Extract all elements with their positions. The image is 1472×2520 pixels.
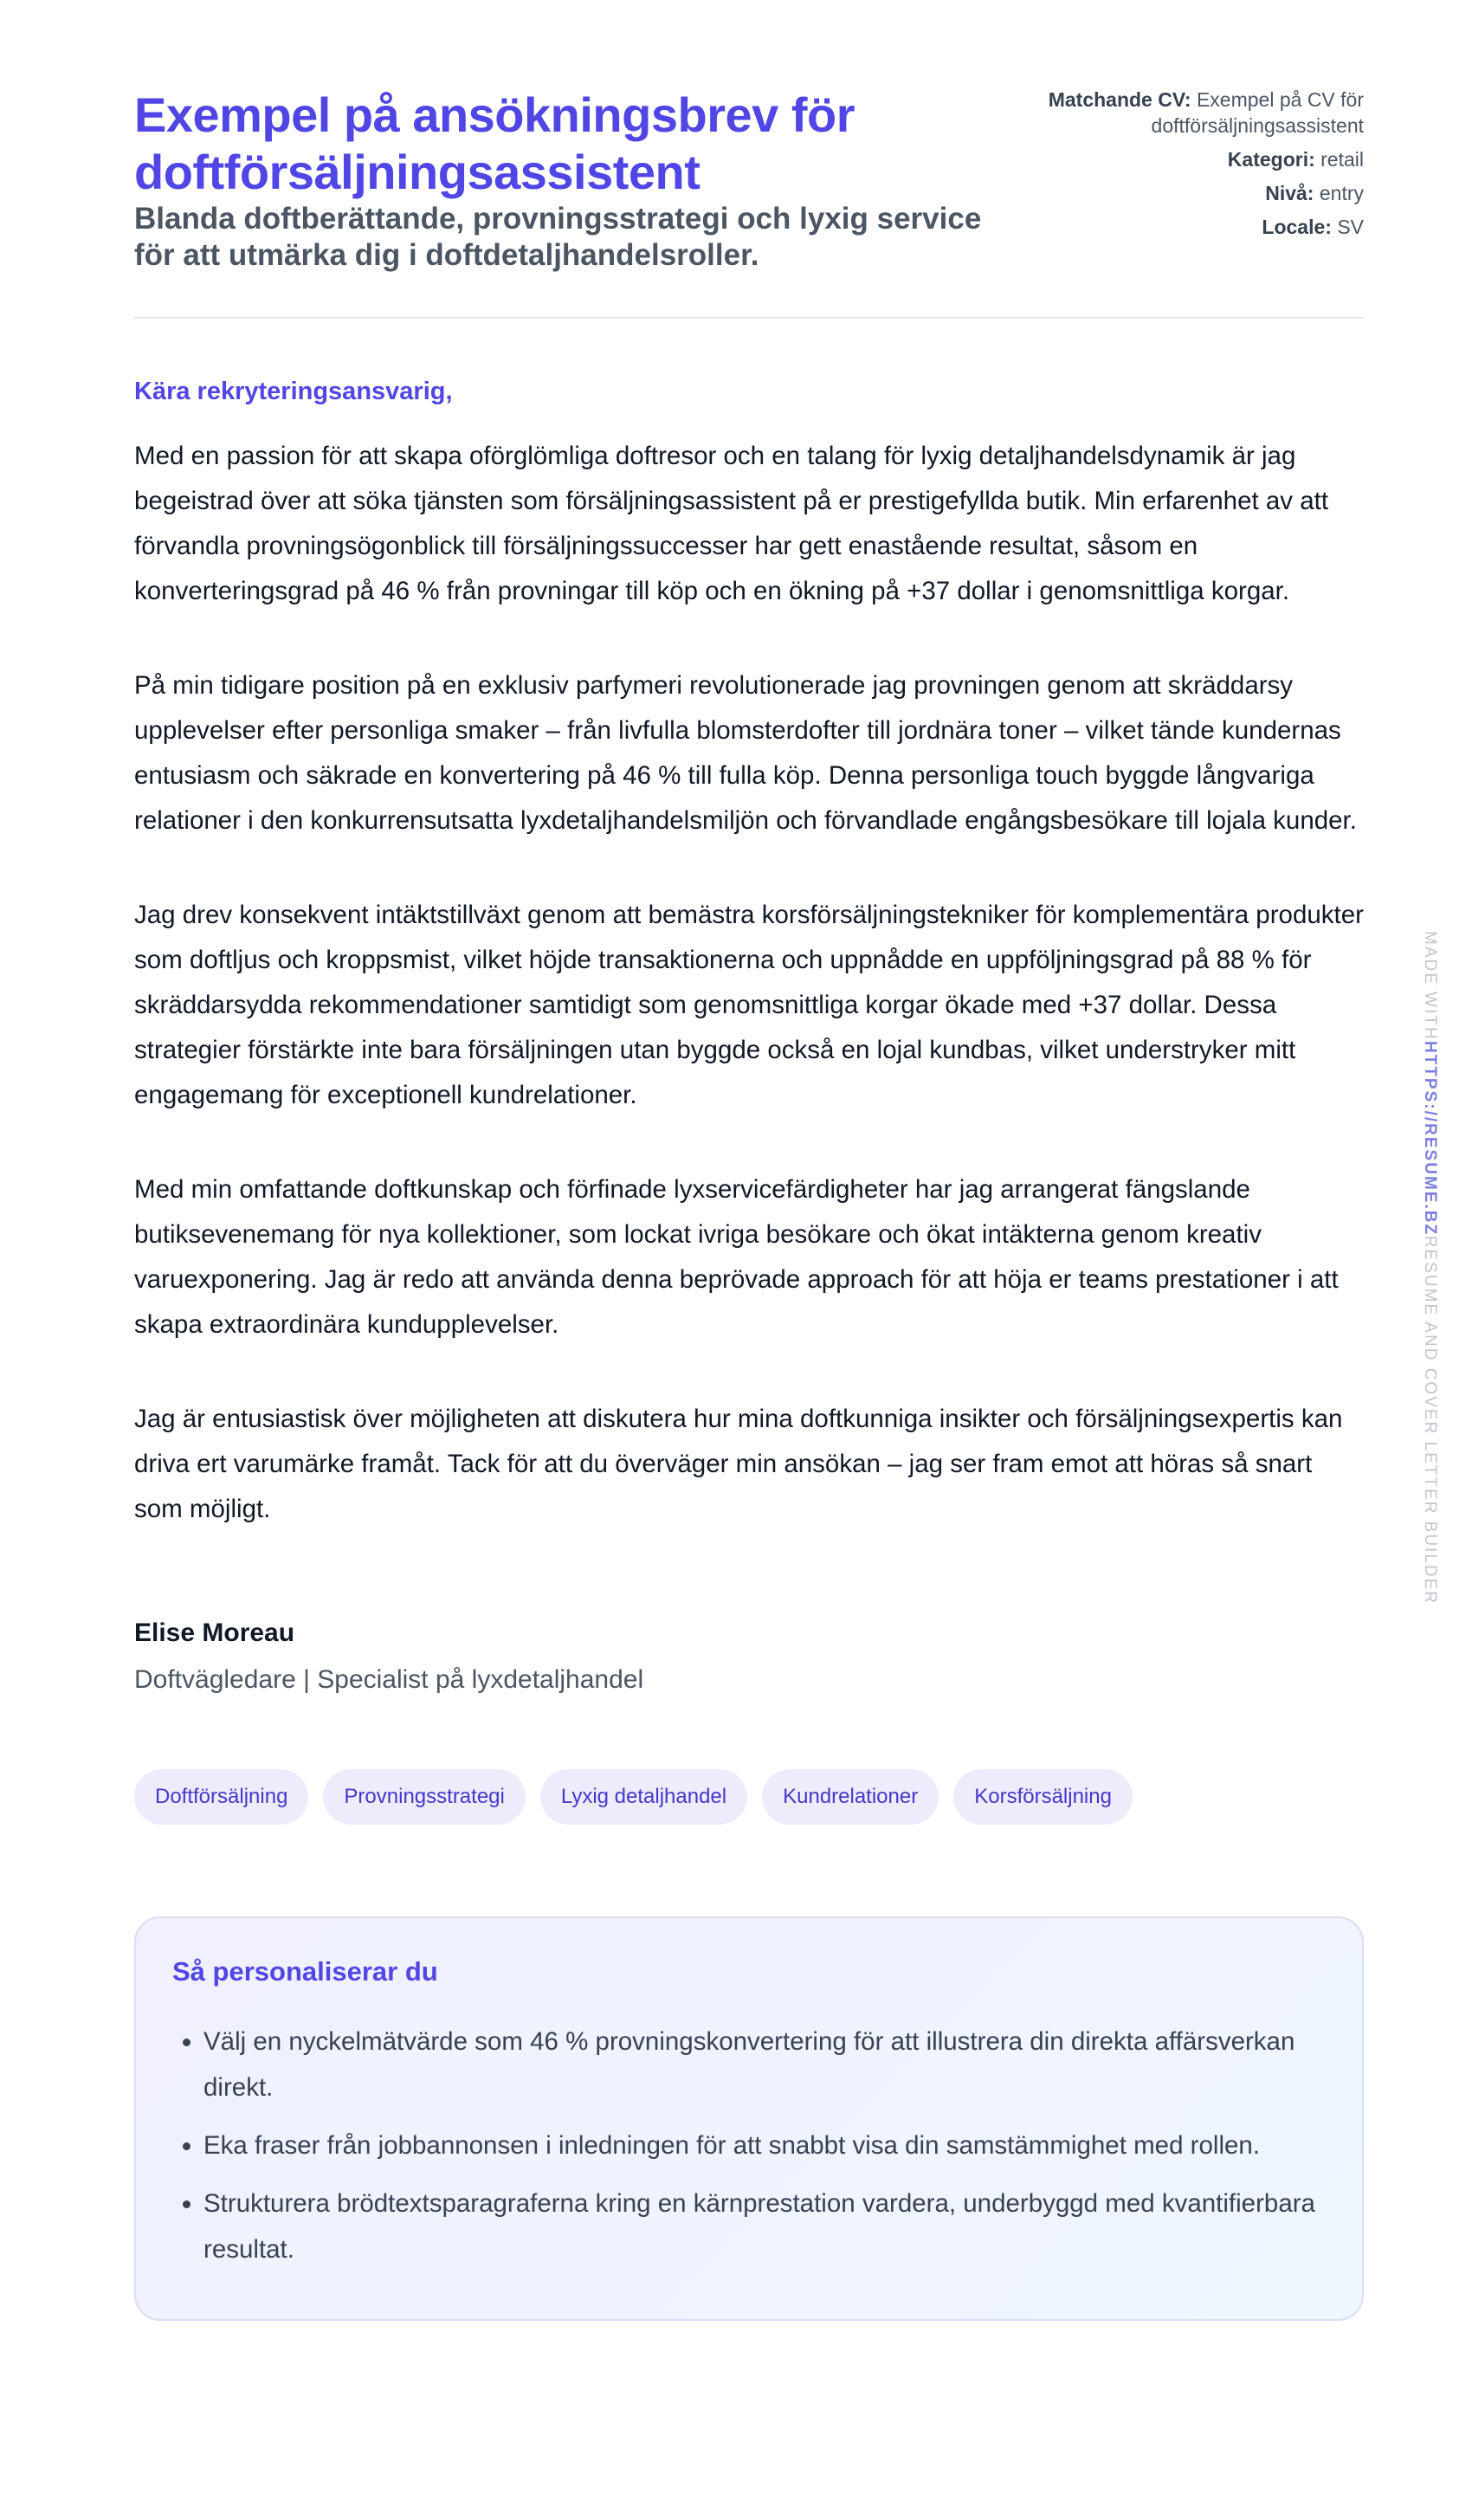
meta-value: entry xyxy=(1319,182,1364,204)
meta-label: Locale: xyxy=(1262,216,1332,238)
watermark-link[interactable]: HTTPS://RESUME.BZ xyxy=(1421,1040,1439,1236)
meta-matching-cv xyxy=(1035,87,1364,139)
meta-value: SV xyxy=(1337,216,1364,238)
meta-label: Matchande CV: xyxy=(1048,88,1191,111)
tips-list xyxy=(172,2019,1326,2272)
meta-level xyxy=(1035,180,1364,206)
letter-paragraph: Med en passion för att skapa oförglömliga doftresor och en talang för lyxig detaljhandelsdynamik är jag begeistrad över att söka tjänsten som försäljningsassistent på er prestigefyllda butik. Min erfarenhet av att förvandla provningsögonblick till försäljningssuccesser har gett enastående resultat, såsom en konverteringsgrad på 46 % från provningar till köp och en ökning på +37 dollar i genomsnittliga korgar. xyxy=(134,442,1329,605)
watermark-prefix: MADE WITH xyxy=(1421,931,1439,1041)
signature-title: Doftvägledare | Specialist på lyxdetaljhandel xyxy=(134,1665,644,1694)
title-block xyxy=(134,87,1000,274)
watermark xyxy=(1420,931,1439,1605)
meta-info xyxy=(1035,87,1364,248)
page-title: Exempel på ansökningsbrev för doftförsäljningsassistent xyxy=(134,87,855,199)
greeting: Kära rekryteringsansvarig, xyxy=(134,378,453,405)
tag: Korsförsäljning xyxy=(953,1769,1133,1825)
header xyxy=(134,87,1364,274)
meta-value: Exempel på CV för doftförsäljningsassistent xyxy=(1151,88,1364,137)
divider xyxy=(134,317,1364,319)
meta-locale xyxy=(1035,214,1364,240)
tag: Kundrelationer xyxy=(762,1769,939,1825)
meta-value: retail xyxy=(1320,148,1364,171)
watermark-suffix: RESUME AND COVER LETTER BUILDER xyxy=(1421,1235,1439,1606)
meta-category xyxy=(1035,146,1364,172)
tag: Doftförsäljning xyxy=(134,1769,308,1825)
tip-item: • Strukturera brödtextsparagraferna kring en kärnprestation vardera, underbyggd med kvantifierbara resultat. xyxy=(203,2181,1326,2272)
tag-list xyxy=(134,1769,1364,1825)
tip-item: • Välj en nyckelmätvärde som 46 % provningskonvertering för att illustrera din direkta affärsverkan direkt. xyxy=(203,2019,1326,2110)
meta-label: Kategori: xyxy=(1227,148,1315,171)
page-subtitle: Blanda doftberättande, provningsstrategi och lyxig service för att utmärka dig i doftdetaljhandelsroller. xyxy=(134,202,982,272)
tag: Provningsstrategi xyxy=(323,1769,525,1825)
tip-item: • Eka fraser från jobbannonsen i inledningen för att snabbt visa din samstämmighet med rollen. xyxy=(203,2123,1326,2168)
letter-paragraph: På min tidigare position på en exklusiv parfymeri revolutionerade jag provningen genom att skräddarsy upplevelser efter personliga smaker – från livfulla blomsterdofter till jordnära toner – vilket tände kundernas entusiasm och säkrade en konvertering på 46 % till fulla köp. Denna personliga touch byggde långvariga relationer i den konkurrensutsatta lyxdetaljhandelsmiljön och förvandlade engångsbesökare till lojala kunder. xyxy=(134,671,1357,835)
tips-title: Så personaliserar du xyxy=(172,1956,438,1987)
meta-label: Nivå: xyxy=(1265,182,1314,204)
signature-name: Elise Moreau xyxy=(134,1619,295,1647)
cover-letter-page xyxy=(134,87,1364,2321)
letter-paragraph: Med min omfattande doftkunskap och förfinade lyxservicefärdigheter har jag arrangerat fängslande butiksevenemang för nya kollektioner, som lockat ivriga besökare och ökat intäkterna genom kreativ varuexponering. Jag är redo att använda denna beprövade approach för att höja er teams prestationer i att skapa extraordinära kundupplevelser. xyxy=(134,1175,1339,1339)
letter-paragraph: Jag drev konsekvent intäktstillväxt genom att bemästra korsförsäljningstekniker för komplementära produkter som doftljus och kroppsmist, vilket höjde transaktionerna och uppnådde en uppföljningsgrad på 88 % för skräddarsydda rekommendationer samtidigt som genomsnittliga korgar ökade med +37 dollar. Dessa strategier förstärkte inte bara försäljningen utan byggde också en lojal kundbas, vilket understryker mitt engagemang för exceptionell kundrelationer. xyxy=(134,901,1364,1109)
personalization-tips xyxy=(134,1916,1364,2321)
tag: Lyxig detaljhandel xyxy=(540,1769,747,1825)
letter-paragraph: Jag är entusiastisk över möjligheten att diskutera hur mina doftkunniga insikter och försäljningsexpertis kan driva ert varumärke framåt. Tack för att du överväger min ansökan – jag ser fram emot att höras så snart som möjligt. xyxy=(134,1405,1343,1523)
